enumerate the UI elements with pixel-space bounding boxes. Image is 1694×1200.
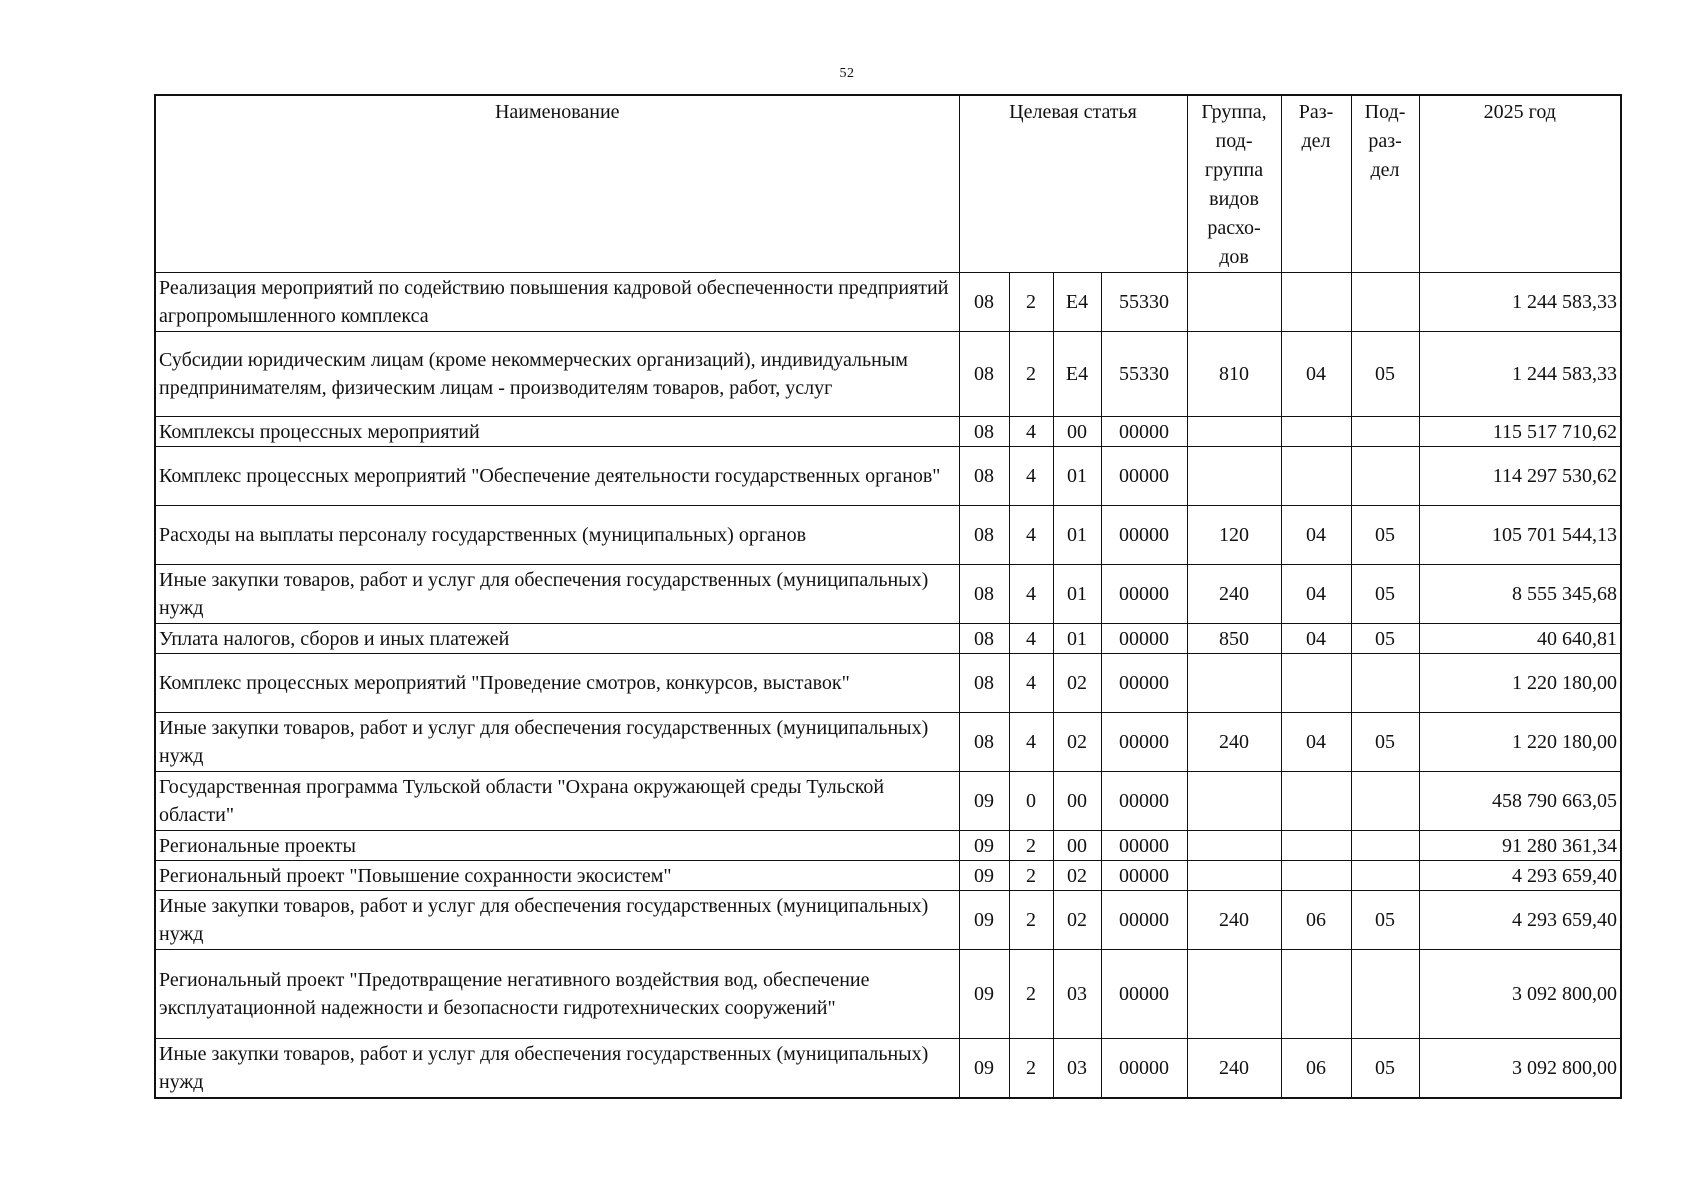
target-code-2: 4: [1009, 713, 1053, 772]
target-code-1: 08: [959, 417, 1009, 447]
amount-2025: 4 293 659,40: [1419, 891, 1621, 950]
subsection-code: 05: [1351, 506, 1419, 565]
target-code-3: E4: [1053, 332, 1101, 417]
expense-group: [1187, 654, 1281, 713]
header-year: 2025 год: [1419, 95, 1621, 273]
amount-2025: 1 244 583,33: [1419, 332, 1621, 417]
amount-2025: 105 701 544,13: [1419, 506, 1621, 565]
section-code: [1281, 417, 1351, 447]
expense-group: 240: [1187, 1039, 1281, 1098]
expense-group: [1187, 273, 1281, 332]
subsection-code: [1351, 273, 1419, 332]
row-name: Иные закупки товаров, работ и услуг для обеспечения государственных (муниципальных) нужд: [155, 891, 959, 950]
amount-2025: 114 297 530,62: [1419, 447, 1621, 506]
amount-2025: 1 220 180,00: [1419, 713, 1621, 772]
target-code-2: 4: [1009, 565, 1053, 624]
row-name: Реализация мероприятий по содействию повышения кадровой обеспеченности предприятий агропромышленного комплекса: [155, 273, 959, 332]
subsection-code: 05: [1351, 1039, 1419, 1098]
target-code-4: 00000: [1101, 891, 1187, 950]
section-code: [1281, 654, 1351, 713]
expense-group: [1187, 447, 1281, 506]
target-code-4: 55330: [1101, 332, 1187, 417]
expense-group: [1187, 861, 1281, 891]
amount-2025: 4 293 659,40: [1419, 861, 1621, 891]
expense-group: 850: [1187, 624, 1281, 654]
target-code-2: 2: [1009, 891, 1053, 950]
row-name: Иные закупки товаров, работ и услуг для обеспечения государственных (муниципальных) нужд: [155, 565, 959, 624]
amount-2025: 3 092 800,00: [1419, 950, 1621, 1039]
amount-2025: 458 790 663,05: [1419, 772, 1621, 831]
header-row: [155, 95, 1621, 273]
target-code-2: 4: [1009, 654, 1053, 713]
section-code: 04: [1281, 713, 1351, 772]
table-row: [155, 1039, 1621, 1098]
section-code: 06: [1281, 891, 1351, 950]
target-code-3: 01: [1053, 447, 1101, 506]
row-name: Государственная программа Тульской области "Охрана окружающей среды Тульской области": [155, 772, 959, 831]
target-code-2: 2: [1009, 831, 1053, 861]
target-code-1: 09: [959, 772, 1009, 831]
target-code-3: 01: [1053, 624, 1101, 654]
row-name: Комплексы процессных мероприятий: [155, 417, 959, 447]
expense-group: 240: [1187, 713, 1281, 772]
target-code-1: 09: [959, 950, 1009, 1039]
section-code: 06: [1281, 1039, 1351, 1098]
target-code-2: 4: [1009, 506, 1053, 565]
subsection-code: [1351, 447, 1419, 506]
table-row: [155, 950, 1621, 1039]
target-code-1: 09: [959, 1039, 1009, 1098]
target-code-3: 03: [1053, 950, 1101, 1039]
section-code: [1281, 447, 1351, 506]
row-name: Субсидии юридическим лицам (кроме некоммерческих организаций), индивидуальным предпринимателям, физическим лицам - производителям товаров, работ, услуг: [155, 332, 959, 417]
amount-2025: 91 280 361,34: [1419, 831, 1621, 861]
target-code-1: 08: [959, 624, 1009, 654]
section-code: 04: [1281, 624, 1351, 654]
header-section: Раз- дел: [1281, 95, 1351, 273]
target-code-3: 02: [1053, 861, 1101, 891]
target-code-1: 08: [959, 654, 1009, 713]
amount-2025: 1 244 583,33: [1419, 273, 1621, 332]
target-code-2: 0: [1009, 772, 1053, 831]
row-name: Иные закупки товаров, работ и услуг для обеспечения государственных (муниципальных) нужд: [155, 713, 959, 772]
target-code-1: 08: [959, 506, 1009, 565]
target-code-4: 00000: [1101, 713, 1187, 772]
subsection-code: 05: [1351, 565, 1419, 624]
section-code: [1281, 273, 1351, 332]
target-code-4: 00000: [1101, 950, 1187, 1039]
target-code-4: 00000: [1101, 654, 1187, 713]
expense-group: [1187, 950, 1281, 1039]
budget-table: [154, 94, 1622, 1099]
target-code-2: 2: [1009, 1039, 1053, 1098]
target-code-2: 2: [1009, 861, 1053, 891]
target-code-3: 02: [1053, 654, 1101, 713]
row-name: Региональный проект "Предотвращение негативного воздействия вод, обеспечение эксплуатационной надежности и безопасности гидротехнических сооружений": [155, 950, 959, 1039]
target-code-1: 08: [959, 447, 1009, 506]
table-row: [155, 831, 1621, 861]
expense-group: 240: [1187, 565, 1281, 624]
subsection-code: [1351, 417, 1419, 447]
row-name: Иные закупки товаров, работ и услуг для обеспечения государственных (муниципальных) нужд: [155, 1039, 959, 1098]
target-code-4: 00000: [1101, 506, 1187, 565]
row-name: Региональные проекты: [155, 831, 959, 861]
section-code: [1281, 950, 1351, 1039]
target-code-1: 08: [959, 332, 1009, 417]
table-row: [155, 273, 1621, 332]
target-code-3: 02: [1053, 891, 1101, 950]
subsection-code: 05: [1351, 624, 1419, 654]
target-code-1: 09: [959, 861, 1009, 891]
expense-group: 240: [1187, 891, 1281, 950]
subsection-code: [1351, 950, 1419, 1039]
table-row: [155, 624, 1621, 654]
target-code-3: 02: [1053, 713, 1101, 772]
expense-group: [1187, 831, 1281, 861]
table-row: [155, 713, 1621, 772]
target-code-3: 03: [1053, 1039, 1101, 1098]
target-code-4: 00000: [1101, 831, 1187, 861]
table-row: [155, 861, 1621, 891]
subsection-code: 05: [1351, 332, 1419, 417]
subsection-code: [1351, 772, 1419, 831]
target-code-4: 00000: [1101, 772, 1187, 831]
target-code-4: 55330: [1101, 273, 1187, 332]
amount-2025: 115 517 710,62: [1419, 417, 1621, 447]
table-row: [155, 565, 1621, 624]
target-code-1: 08: [959, 713, 1009, 772]
target-code-4: 00000: [1101, 417, 1187, 447]
header-target-article: Целевая статья: [959, 95, 1187, 273]
row-name: Уплата налогов, сборов и иных платежей: [155, 624, 959, 654]
target-code-4: 00000: [1101, 447, 1187, 506]
target-code-3: 00: [1053, 772, 1101, 831]
section-code: 04: [1281, 506, 1351, 565]
target-code-2: 4: [1009, 447, 1053, 506]
subsection-code: [1351, 861, 1419, 891]
subsection-code: 05: [1351, 713, 1419, 772]
subsection-code: 05: [1351, 891, 1419, 950]
target-code-3: 00: [1053, 417, 1101, 447]
target-code-1: 08: [959, 273, 1009, 332]
table-row: [155, 447, 1621, 506]
amount-2025: 1 220 180,00: [1419, 654, 1621, 713]
table-row: [155, 891, 1621, 950]
target-code-4: 00000: [1101, 861, 1187, 891]
target-code-3: 01: [1053, 565, 1101, 624]
section-code: [1281, 831, 1351, 861]
target-code-3: 01: [1053, 506, 1101, 565]
amount-2025: 40 640,81: [1419, 624, 1621, 654]
amount-2025: 3 092 800,00: [1419, 1039, 1621, 1098]
subsection-code: [1351, 831, 1419, 861]
target-code-3: 00: [1053, 831, 1101, 861]
table-row: [155, 654, 1621, 713]
target-code-4: 00000: [1101, 565, 1187, 624]
row-name: Комплекс процессных мероприятий "Обеспечение деятельности государственных органов": [155, 447, 959, 506]
subsection-code: [1351, 654, 1419, 713]
target-code-4: 00000: [1101, 1039, 1187, 1098]
header-expense-group: Группа, под- группа видов расхо- дов: [1187, 95, 1281, 273]
page-number: 52: [839, 66, 855, 81]
target-code-1: 09: [959, 891, 1009, 950]
table-row: [155, 417, 1621, 447]
expense-group: 810: [1187, 332, 1281, 417]
row-name: Комплекс процессных мероприятий "Проведение смотров, конкурсов, выставок": [155, 654, 959, 713]
target-code-2: 4: [1009, 417, 1053, 447]
target-code-2: 2: [1009, 273, 1053, 332]
section-code: 04: [1281, 565, 1351, 624]
table-row: [155, 506, 1621, 565]
target-code-2: 4: [1009, 624, 1053, 654]
table-row: [155, 772, 1621, 831]
target-code-2: 2: [1009, 950, 1053, 1039]
target-code-3: E4: [1053, 273, 1101, 332]
target-code-2: 2: [1009, 332, 1053, 417]
expense-group: [1187, 772, 1281, 831]
target-code-4: 00000: [1101, 624, 1187, 654]
row-name: Расходы на выплаты персоналу государственных (муниципальных) органов: [155, 506, 959, 565]
section-code: [1281, 861, 1351, 891]
target-code-1: 09: [959, 831, 1009, 861]
section-code: 04: [1281, 332, 1351, 417]
table-row: [155, 332, 1621, 417]
amount-2025: 8 555 345,68: [1419, 565, 1621, 624]
target-code-1: 08: [959, 565, 1009, 624]
expense-group: [1187, 417, 1281, 447]
expense-group: 120: [1187, 506, 1281, 565]
section-code: [1281, 772, 1351, 831]
row-name: Региональный проект "Повышение сохранности экосистем": [155, 861, 959, 891]
header-subsection: Под- раз- дел: [1351, 95, 1419, 273]
header-name: Наименование: [155, 95, 959, 273]
